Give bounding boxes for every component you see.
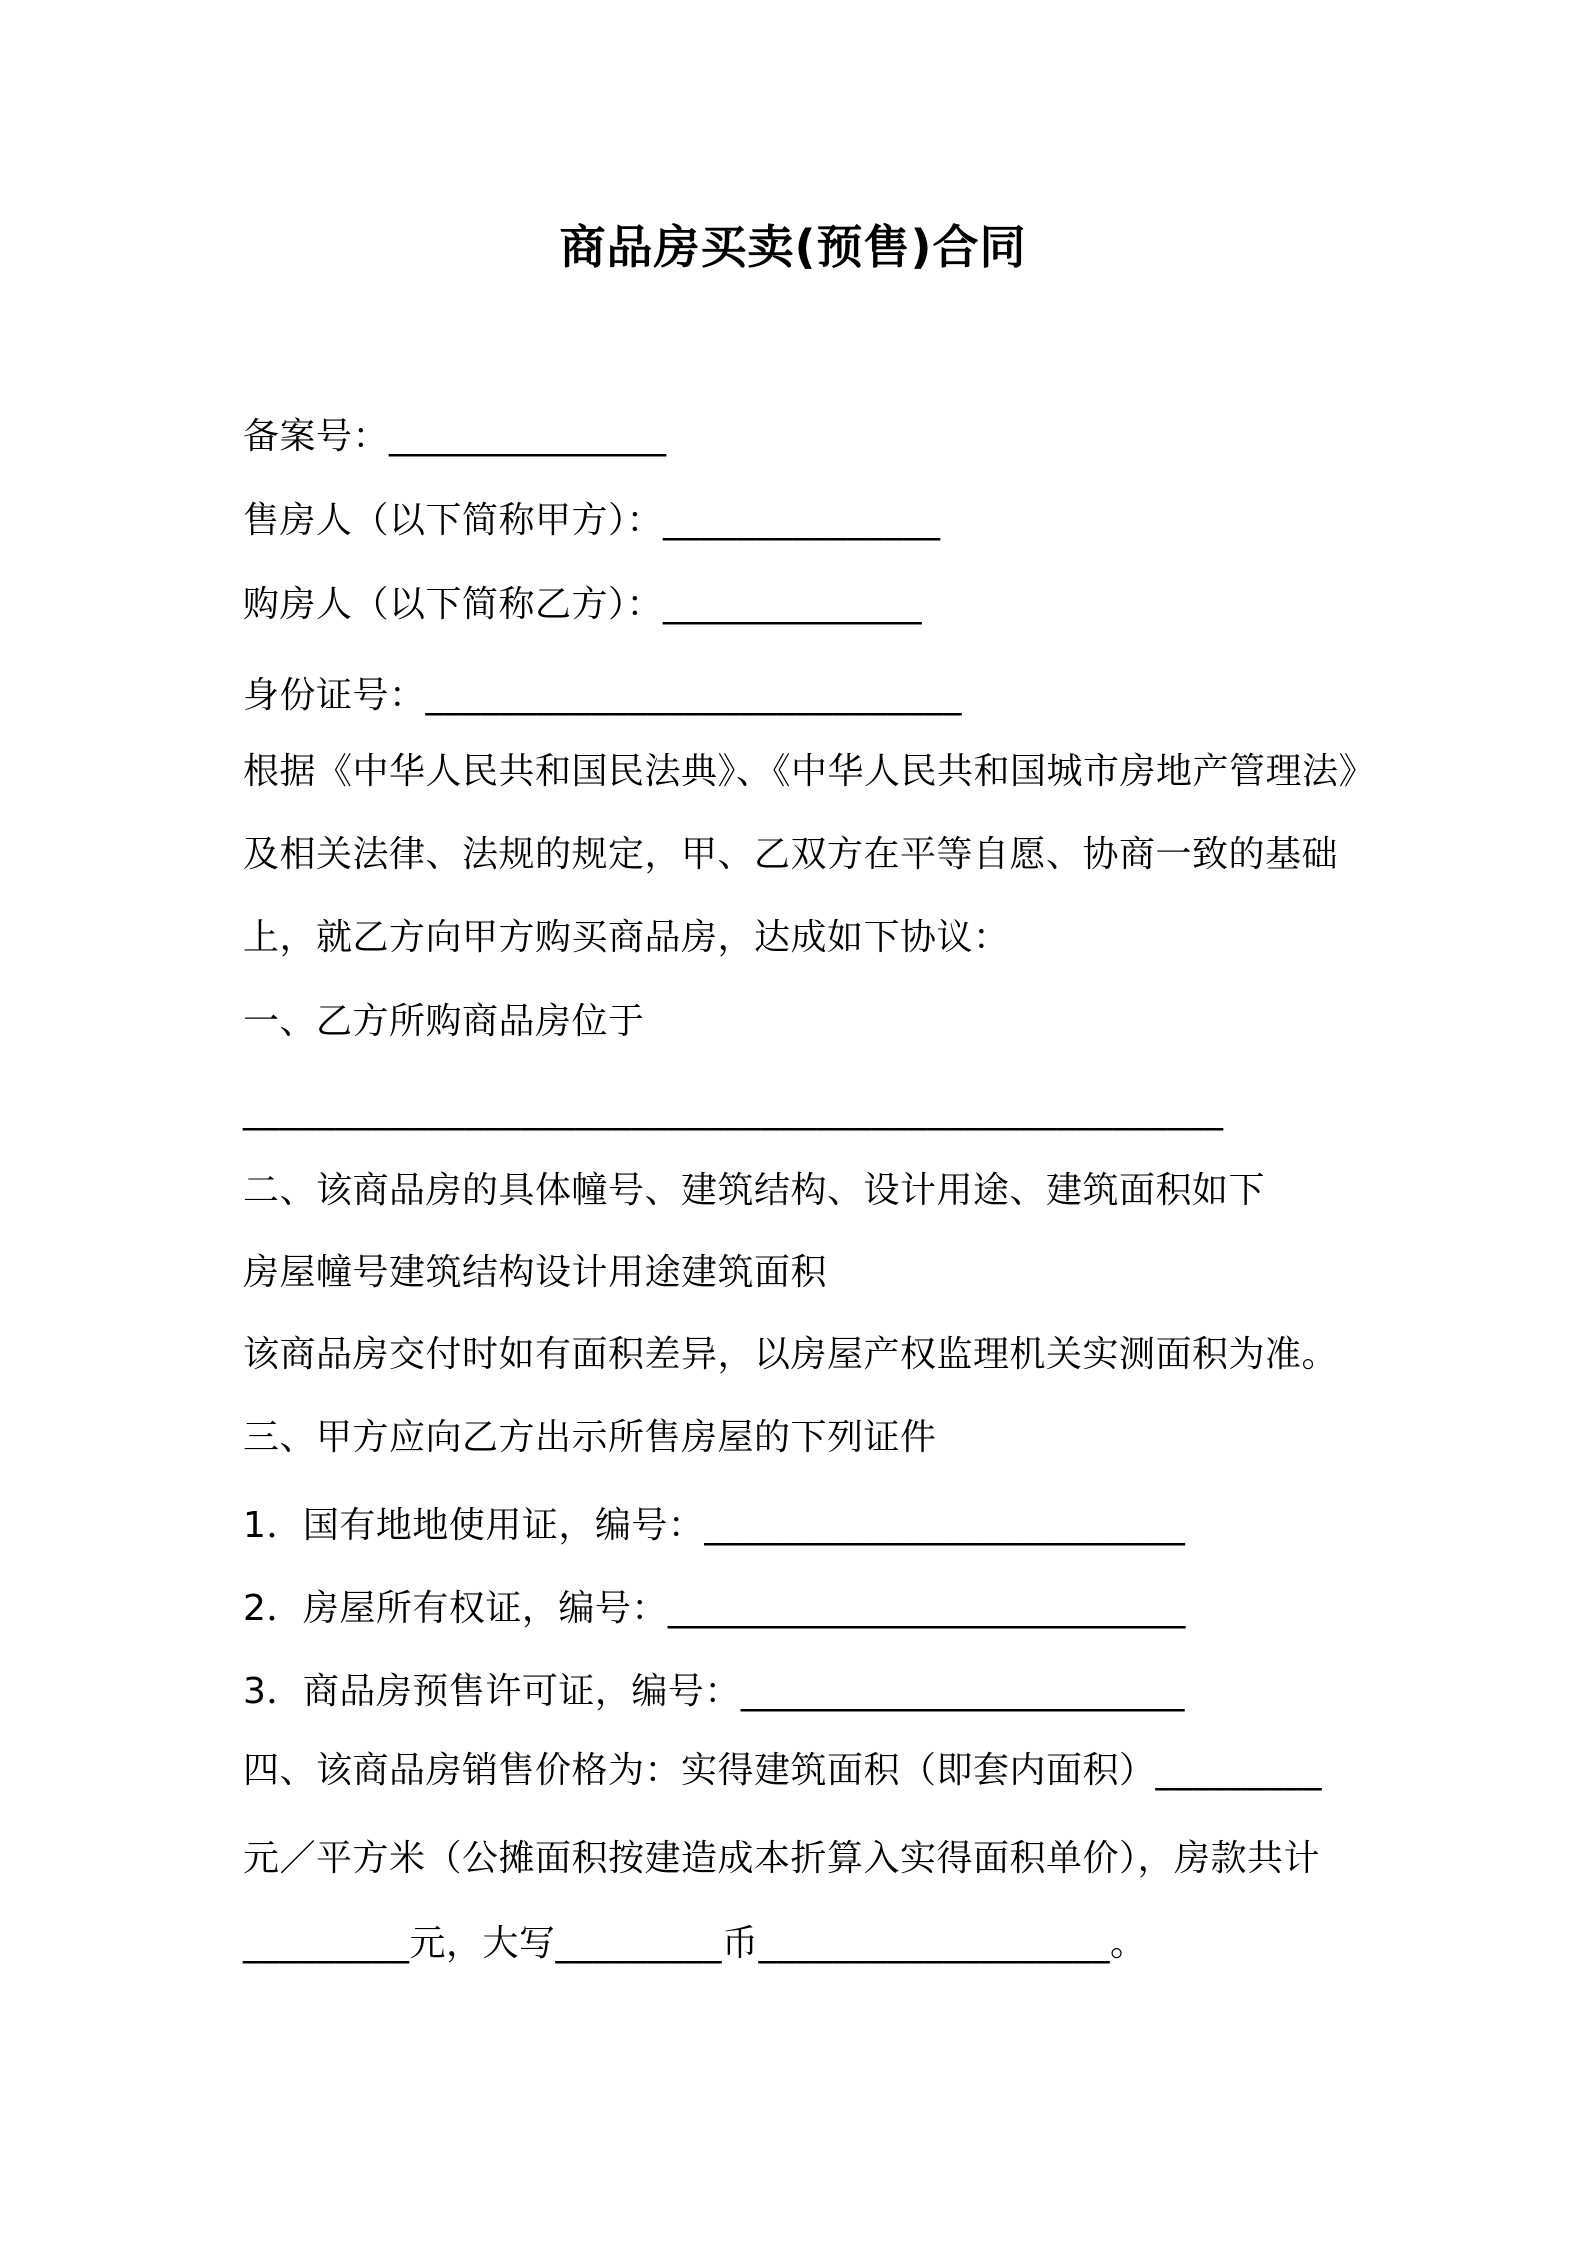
clause-4-line-3: _________元，大写_________币___________________。 — [243, 1923, 1147, 1964]
preamble-line-2: 及相关法律、法规的规定，甲、乙双方在平等自愿、协商一致的基础 — [243, 834, 1339, 875]
clause-2-heading: 二、该商品房的具体幢号、建筑结构、设计用途、建筑面积如下 — [243, 1170, 1266, 1211]
clause-1-blank: _____________________________________________________ — [243, 1090, 1224, 1131]
seller-line: 售房人（以下简称甲方）：_______________ — [243, 500, 941, 541]
preamble-line-1: 根据《中华人民共和国民法典》、《中华人民共和国城市房地产管理法》 — [243, 751, 1376, 792]
buyer-line: 购房人（以下简称乙方）：______________ — [243, 584, 923, 625]
clause-2-table-header: 房屋幢号建筑结构设计用途建筑面积 — [243, 1252, 828, 1293]
id-number-line: 身份证号：_____________________________ — [243, 675, 963, 716]
clause-3-item-3: 3．商品房预售许可证，编号：________________________ — [243, 1671, 1185, 1712]
clause-3-item-2: 2．房屋所有权证，编号：____________________________ — [243, 1588, 1186, 1629]
filing-number-line: 备案号：_______________ — [243, 416, 667, 457]
clause-3-item-1: 1．国有地地使用证，编号：__________________________ — [243, 1505, 1186, 1546]
clause-1-heading: 一、乙方所购商品房位于 — [243, 1001, 645, 1042]
clause-4-line-1: 四、该商品房销售价格为：实得建筑面积（即套内面积）_________ — [243, 1750, 1323, 1791]
preamble-line-3: 上，就乙方向甲方购买商品房，达成如下协议： — [243, 917, 1010, 958]
clause-3-heading: 三、甲方应向乙方出示所售房屋的下列证件 — [243, 1417, 937, 1458]
clause-2-note: 该商品房交付时如有面积差异，以房屋产权监理机关实测面积为准。 — [243, 1334, 1339, 1375]
document-title: 商品房买卖(预售)合同 — [559, 220, 1027, 274]
clause-4-line-2: 元／平方米（公摊面积按建造成本折算入实得面积单价），房款共计 — [243, 1838, 1321, 1879]
